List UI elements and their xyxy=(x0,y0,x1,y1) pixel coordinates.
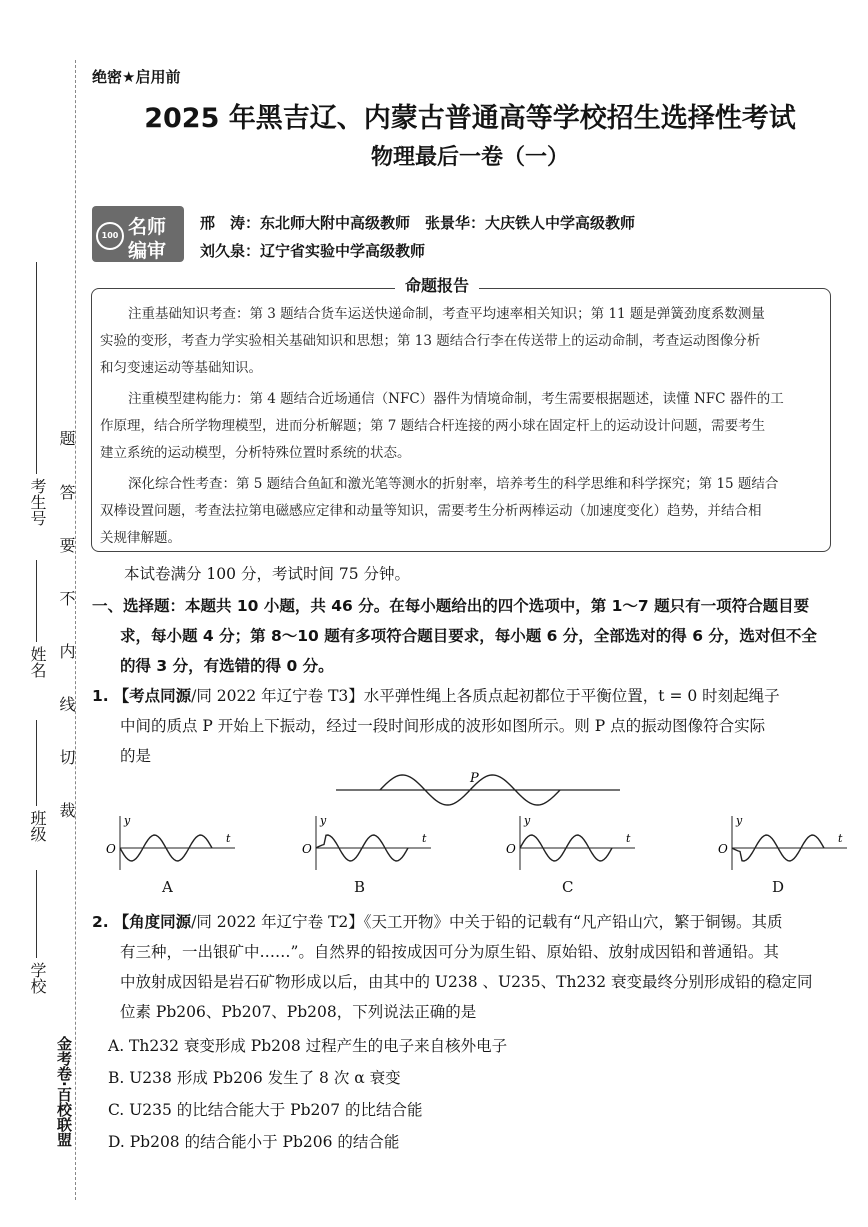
report-line: 实验的变形，考查力学实验相关基础知识和思想；第 13 题结合行李在传送带上的运动命制，考查运动图像分析 xyxy=(100,333,761,349)
svg-text:O: O xyxy=(302,842,312,856)
question-2-tag: 【角度同源 xyxy=(113,913,192,931)
question-2-source: /同 2022 年辽宁卷 T2】 xyxy=(191,913,364,931)
wave-figure xyxy=(330,766,630,816)
graph-option-d xyxy=(712,812,852,872)
report-line: 双棒设置问题，考查法拉第电磁感应定律和动量等知识，需要考生分析两棒运动（加速度变化）趋势，并结合相 xyxy=(100,503,762,519)
svg-text:O: O xyxy=(718,842,728,856)
question-1-source: /同 2022 年辽宁卷 T3】 xyxy=(191,687,364,705)
question-2-line-2: 有三种，一出银矿中……”。自然界的铅按成因可分为原生铅、原始铅、放射成因铅和普通铅。其 xyxy=(120,943,779,961)
report-title: 命题报告 xyxy=(395,273,479,296)
question-1-text: 水平弹性绳上各质点起初都位于平衡位置，t = 0 时刻起绳子 xyxy=(363,687,780,705)
report-line: 深化综合性考查：第 5 题结合鱼缸和激光笔等测水的折射率，培养考生的科学思维和科学探究；第 15 题结合 xyxy=(128,476,779,492)
exam-subtitle: 物理最后一卷（一） xyxy=(370,145,569,170)
editors-line-1: 邢 涛：东北师大附中高级教师 张景华：大庆铁人中学高级教师 xyxy=(200,214,636,232)
question-1-line-3: 的是 xyxy=(120,747,152,765)
svg-text:y: y xyxy=(736,814,743,827)
graph-option-c xyxy=(500,812,640,872)
question-1-number: 1. xyxy=(92,687,109,705)
report-line: 关规律解题。 xyxy=(100,530,181,546)
option-d-label: D xyxy=(772,878,785,896)
school-field-line xyxy=(36,870,37,958)
question-2-number: 2. xyxy=(92,913,109,931)
cut-char: 要 xyxy=(57,537,76,553)
seal-icon: 100 xyxy=(96,222,124,250)
report-line: 注重基础知识考查：第 3 题结合货车运送快递命制，考查平均速率相关知识；第 11 题是弹簧劲度系数测量 xyxy=(128,306,765,322)
class-field-line xyxy=(36,720,37,806)
svg-text:t: t xyxy=(226,832,231,845)
report-line: 建立系统的运动模型，分析特殊位置时系统的状态。 xyxy=(100,445,411,461)
alliance-label: 金考卷·百校联盟 xyxy=(55,1036,73,1147)
graph-option-b xyxy=(296,812,436,872)
svg-text:t: t xyxy=(422,832,427,845)
graph-option-a xyxy=(100,812,240,872)
cut-char: 线 xyxy=(57,696,76,712)
name-field-line xyxy=(36,560,37,642)
question-2-option-b: B. U238 形成 Pb206 发生了 8 次 α 衰变 xyxy=(108,1069,401,1087)
school-label: 学校 xyxy=(28,962,47,994)
svg-text:O: O xyxy=(106,842,116,856)
option-c-label: C xyxy=(562,878,574,896)
exam-id-field-line xyxy=(36,262,37,474)
question-1-line-1 xyxy=(92,684,852,706)
section-1-line: 一、选择题：本题共 10 小题，共 46 分。在每小题给出的四个选项中，第 1～7 题只有一项符合题目要 xyxy=(92,597,810,615)
cut-line xyxy=(75,60,76,1200)
name-label: 姓名 xyxy=(28,646,47,678)
svg-text:y: y xyxy=(524,814,531,827)
question-2-option-d: D. Pb208 的结合能小于 Pb206 的结合能 xyxy=(108,1133,400,1151)
report-line: 和匀变速运动等基础知识。 xyxy=(100,360,262,376)
cut-char: 不 xyxy=(57,590,76,606)
editor-badge xyxy=(92,206,184,262)
svg-text:t: t xyxy=(626,832,631,845)
section-1-line: 求，每小题 4 分；第 8～10 题有多项符合题目要求，每小题 6 分，全部选对的得 6 分，选对但不全 xyxy=(120,627,817,645)
class-label: 班级 xyxy=(28,810,47,842)
question-1-line-2: 中间的质点 P 开始上下振动，经过一段时间形成的波形如图所示。则 P 点的振动图像符合实际 xyxy=(120,717,766,735)
question-2-option-a: A. Th232 衰变形成 Pb208 过程产生的电子来自核外电子 xyxy=(108,1037,508,1055)
question-1-tag: 【考点同源 xyxy=(113,687,192,705)
option-a-label: A xyxy=(162,878,173,896)
cut-char: 切 xyxy=(57,749,76,765)
question-2-line-4: 位素 Pb206、Pb207、Pb208，下列说法正确的是 xyxy=(120,1003,477,1021)
binding-sidebar xyxy=(0,0,86,1227)
cut-char: 裁 xyxy=(57,802,76,818)
point-p-label: P xyxy=(470,771,479,786)
question-2-text: 《天工开物》中关于铅的记载有“凡产铅山穴，繁于铜锡。其质 xyxy=(363,913,783,931)
editors-line-2: 刘久泉：辽宁省实验中学高级教师 xyxy=(200,242,426,260)
cut-char: 答 xyxy=(57,484,76,500)
cut-char: 内 xyxy=(57,643,76,659)
exam-intro: 本试卷满分 100 分，考试时间 75 分钟。 xyxy=(124,565,411,583)
report-line: 作原理，结合所学物理模型，进而分析解题；第 7 题结合杆连接的两小球在固定杆上的运动设计问题，需要考生 xyxy=(100,418,766,434)
svg-text:t: t xyxy=(838,832,843,845)
report-line: 注重模型建构能力：第 4 题结合近场通信（NFC）器件为情境命制，考生需要根据题述，读懂 NFC 器件的工 xyxy=(128,391,784,407)
svg-text:y: y xyxy=(320,814,327,827)
option-b-label: B xyxy=(354,878,366,896)
badge-line-2: 编审 xyxy=(128,240,167,262)
question-2-option-c: C. U235 的比结合能大于 Pb207 的比结合能 xyxy=(108,1101,423,1119)
svg-text:O: O xyxy=(506,842,516,856)
svg-text:y: y xyxy=(124,814,131,827)
question-2-line-3: 中放射成因铅是岩石矿物形成以后，由其中的 U238 、U235、Th232 衰变最终分别形成铅的稳定同 xyxy=(120,973,813,991)
badge-line-1: 名师 xyxy=(128,216,167,238)
question-2-line-1 xyxy=(92,910,852,932)
section-1-line: 的得 3 分，有选错的得 0 分。 xyxy=(120,657,334,675)
exam-title: 2025 年黑吉辽、内蒙古普通高等学校招生选择性考试 xyxy=(144,103,796,134)
confidential-label: 绝密★启用前 xyxy=(92,68,181,86)
cut-char: 题 xyxy=(57,430,76,446)
exam-id-label: 考生号 xyxy=(28,478,47,526)
